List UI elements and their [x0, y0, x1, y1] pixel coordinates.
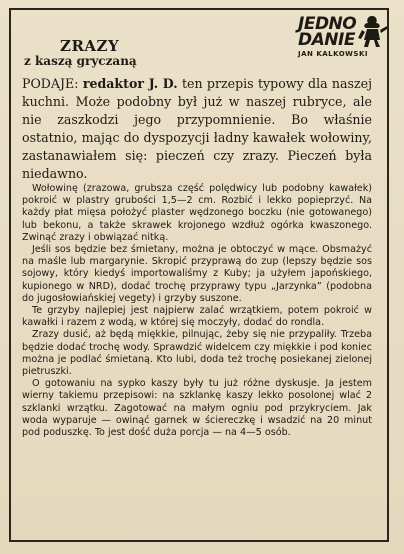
article-title: ZRAZY — [60, 37, 120, 55]
article-body — [22, 183, 372, 439]
logo-line-1: JEDNO — [298, 14, 357, 34]
article-subtitle: z kaszą gryczaną — [24, 54, 137, 68]
lead-author-name: redaktor J. D. — [82, 76, 178, 91]
logo-line-2: DANIE — [298, 30, 355, 50]
lead-paragraph — [22, 75, 372, 183]
body-paragraph: O gotowaniu na sypko kaszy były tu już różne dyskusje. Ja jestem wierny takiemu przepisowi: na szklankę kaszy lekko posolonej wlać 2 szklanki wrzątku. Zagotować na małym ogniu pod przykryciem. Jak woda wyparuje — owinąć garnek w ściereczkę i wsadzić na 20 minut pod poduszkę. To jest dość duża porcja — na 4—5 osób. — [22, 378, 372, 439]
logo-author: JAN KALKOWSKI — [298, 50, 368, 58]
logo-wordmark — [298, 16, 356, 48]
column-logo — [296, 14, 388, 62]
body-paragraph: Jeśli sos będzie bez śmietany, można je obtoczyć w mące. Obsmażyć na maśle lub margarynie. Skropić przyprawą do zup (lepszy będzie sos sojowy, który kiedyś importowaliśmy z Kuby; ja użyłem japońskiego, kupionego w NRD), dodać trochę przyprawy typu „Jarzynka” (podobna do jugosłowiańskiej vegety) i grzyby suszone. — [22, 244, 372, 304]
lead-prefix: PODAJE: — [22, 76, 83, 91]
chef-figure-icon — [358, 14, 388, 48]
body-paragraph: Wołowinę (zrazowa, grubsza część polędwicy lub podobny kawałek) pokroić w plastry grubości 1,5—2 cm. Rozbić i lekko popieprzyć. Na każdy płat mięsa położyć plaster wędzonego boczku (nie gotowanego) lub bekonu, a także skrawek krojonego wzdłuż ogórka kwaszonego. Zwinąć zrazy i obwiązać nitką. — [22, 183, 372, 243]
body-paragraph: Te grzyby najlepiej jest najpierw zalać wrzątkiem, potem pokroić w kawałki i razem z wodą, w której się moczyły, dodać do rondla. — [22, 305, 372, 329]
lead-text: ten przepis typowy dla naszej kuchni. Może podobny był już w naszej rubryce, ale nie zaszkodzi jego przypomnienie. Bo właśnie ostatnio, mając do dyspozycji ładny kawałek wołowiny, zastanawiałem się: pieczeń czy zrazy. Pieczeń była niedawno. — [22, 76, 373, 181]
body-paragraph: Zrazy dusić, aż będą miękkie, pilnując, żeby się nie przypaliły. Trzeba będzie dodać trochę wody. Sprawdzić widelcem czy miękkie i pod koniec można je podlać śmietaną. Kto lubi, doda też trochę posiekanej zielonej pietruszki. — [22, 329, 372, 378]
